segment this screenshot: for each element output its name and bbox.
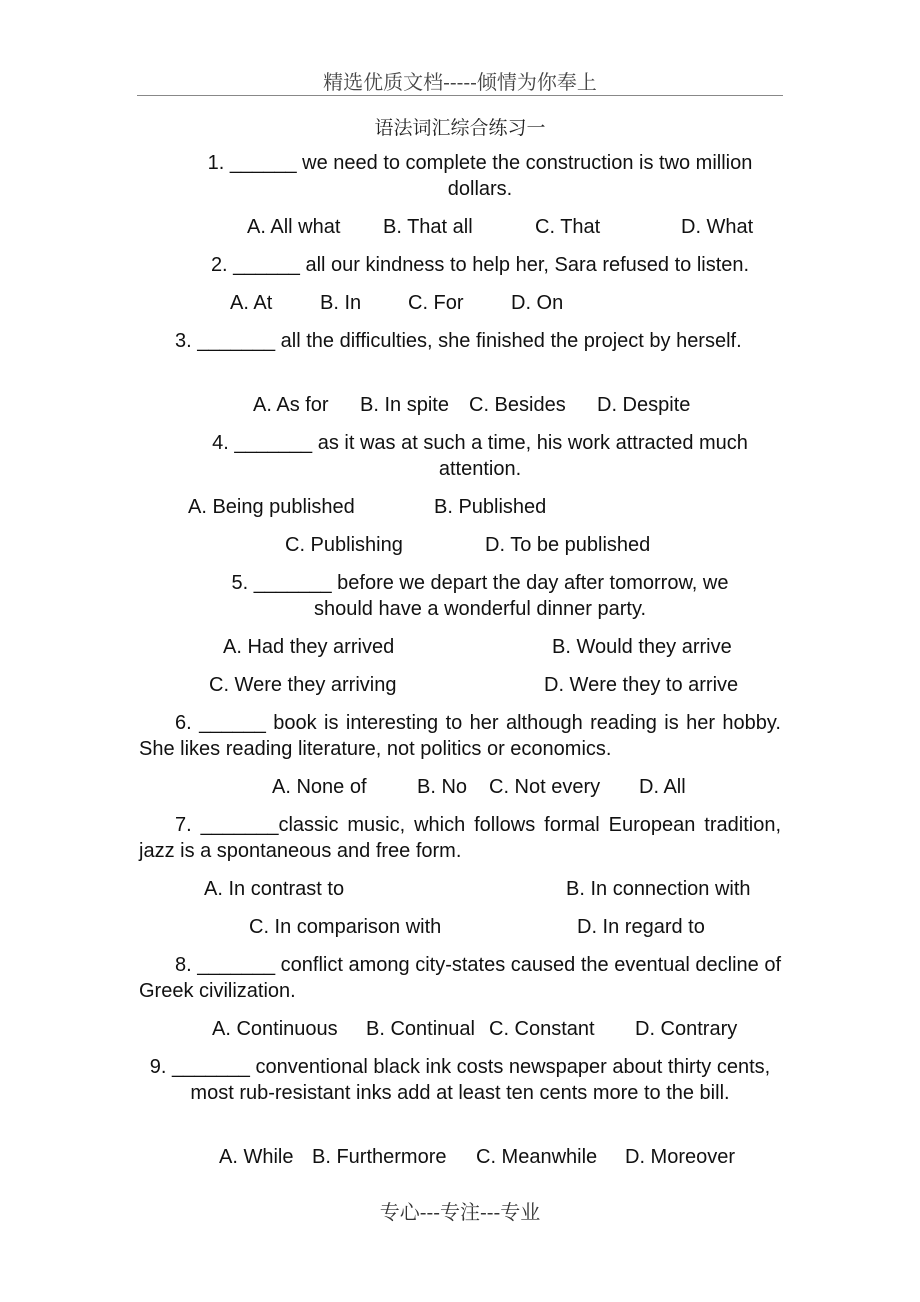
q7-option-a: A. In contrast to: [204, 878, 345, 900]
q9-option-b: B. Furthermore: [312, 1146, 447, 1168]
q5-option-c: C. Were they arriving: [209, 674, 397, 696]
document-title: 语法词汇综合练习一: [374, 117, 546, 139]
page-header: 精选优质文档-----倾情为你奉上: [323, 70, 597, 94]
question-4-stem: 4. _______ as it was at such a time, his work attracted much attention.: [212, 432, 748, 480]
page-footer: 专心---专注---专业: [379, 1200, 541, 1224]
q9-option-d: D. Moreover: [625, 1146, 736, 1168]
q9-option-a: A. While: [219, 1146, 294, 1168]
q4-option-b: B. Published: [434, 496, 547, 518]
q1-option-b: B. That all: [383, 216, 473, 238]
q8-option-a: A. Continuous: [212, 1018, 338, 1040]
q2-option-a: A. At: [230, 292, 273, 314]
q3-option-c: C. Besides: [469, 394, 566, 416]
q5-option-d: D. Were they to arrive: [544, 674, 739, 696]
question-7-stem: 7. _______classic music, which follows formal European tradition, jazz is a spontaneous and free form.: [139, 814, 781, 862]
q6-option-c: C. Not every: [489, 776, 601, 798]
q6-option-b: B. No: [417, 776, 468, 798]
question-2-stem: 2. ______ all our kindness to help her, Sara refused to listen.: [210, 254, 750, 276]
q1-option-d: D. What: [681, 216, 754, 238]
q4-option-d: D. To be published: [485, 534, 651, 556]
q8-option-d: D. Contrary: [635, 1018, 738, 1040]
q3-option-a: A. As for: [253, 394, 329, 416]
question-5-stem: 5. _______ before we depart the day after tomorrow, we should have a wonderful dinner party.: [231, 572, 729, 620]
q5-option-a: A. Had they arrived: [223, 636, 395, 658]
q4-option-c: C. Publishing: [285, 534, 403, 556]
question-3-stem: 3. _______ all the difficulties, she finished the project by herself.: [175, 330, 742, 352]
q6-option-a: A. None of: [272, 776, 367, 798]
q8-option-c: C. Constant: [489, 1018, 595, 1040]
q4-option-a: A. Being published: [188, 496, 355, 518]
q8-option-b: B. Continual: [366, 1018, 475, 1040]
q1-option-c: C. That: [535, 216, 601, 238]
q7-option-d: D. In regard to: [577, 916, 705, 938]
q7-option-c: C. In comparison with: [249, 916, 442, 938]
q7-option-b: B. In connection with: [566, 878, 751, 900]
q1-option-a: A. All what: [247, 216, 341, 238]
q2-option-b: B. In: [320, 292, 362, 314]
q3-option-b: B. In spite: [360, 394, 449, 416]
q5-option-b: B. Would they arrive: [552, 636, 732, 658]
q3-option-d: D. Despite: [597, 394, 691, 416]
question-6-stem: 6. ______ book is interesting to her although reading is her hobby. She likes reading literature, not politics or economics.: [139, 712, 781, 760]
q2-option-c: C. For: [408, 292, 464, 314]
question-9-stem: 9. _______ conventional black ink costs newspaper about thirty cents, most rub-resistant inks add at least ten cents more to the bill.: [149, 1056, 771, 1104]
question-8-stem: 8. _______ conflict among city-states caused the eventual decline of Greek civilization.: [139, 954, 781, 1002]
header-divider: [137, 95, 783, 96]
question-1-stem: 1. ______ we need to complete the construction is two million dollars.: [207, 152, 753, 200]
q6-option-d: D. All: [639, 776, 686, 798]
q2-option-d: D. On: [511, 292, 564, 314]
q9-option-c: C. Meanwhile: [476, 1146, 598, 1168]
